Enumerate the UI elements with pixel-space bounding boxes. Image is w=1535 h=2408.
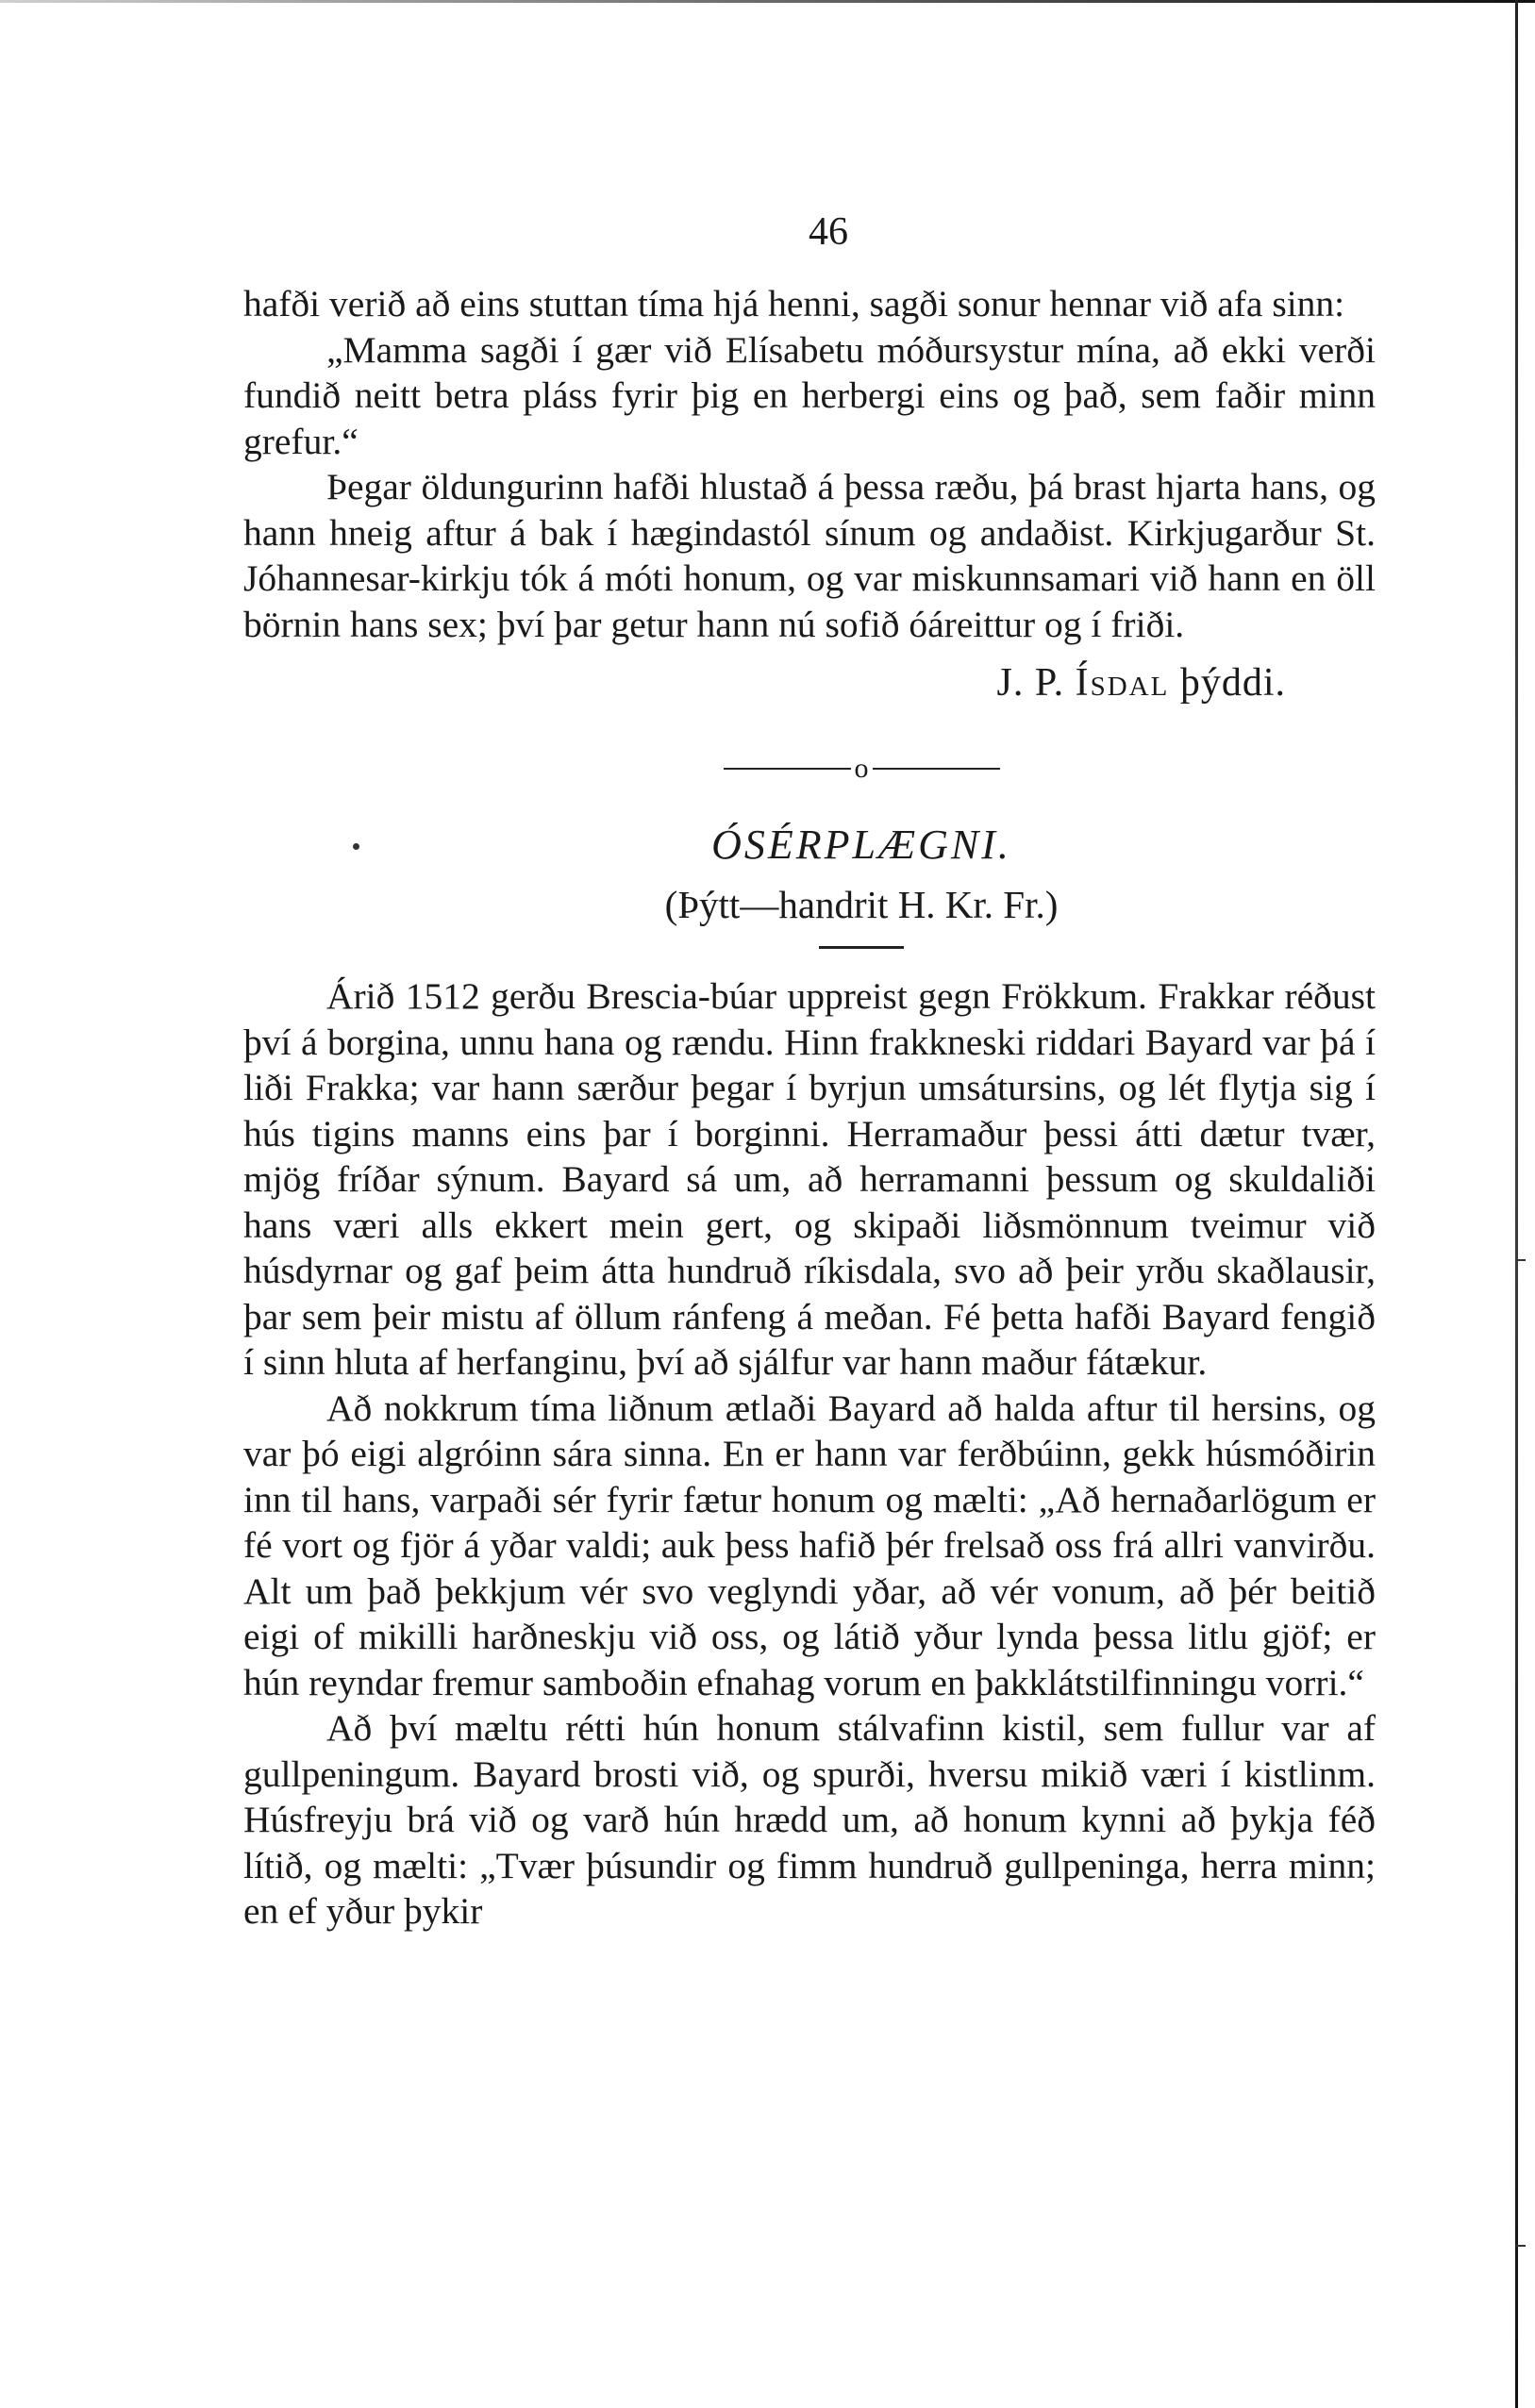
section-separator	[243, 755, 1376, 783]
separator-mark: o	[854, 753, 869, 784]
article-subtitle: (Þýtt—handrit H. Kr. Fr.)	[664, 883, 1059, 926]
signature-surname: Ísdal	[1075, 661, 1170, 705]
article-title: ÓSÉRPLÆGNI.	[711, 822, 1011, 868]
scan-edge-tick	[1516, 1259, 1526, 1261]
book-page	[243, 209, 1376, 1935]
scan-edge-tick	[1516, 2245, 1526, 2247]
page-number: 46	[809, 210, 848, 254]
article-paragraph: Að því mæltu rétti hún honum stálvafinn kistil, sem fullur var af gullpeningum. Bayard brosti við, og spurði, hversu mikið væri í kistlinm. Húsfreyju brá við og varð hún hrædd um, að honum kynni að þykja féð lítið, og mælti: „Tvær þúsundir og fimm hundruð gullpeninga, herra minn; en ef yður þykir	[243, 1707, 1376, 1932]
scan-edge-top	[0, 0, 1535, 3]
quote-paragraph: „Mamma sagði í gær við Elísabetu móðursystur mína, að ekki verði fundið neitt betra pláss fyrir þig en herbergi eins og það, sem faðir minn grefur.“	[243, 328, 1376, 462]
article-paragraph: Að nokkrum tíma liðnum ætlaði Bayard að halda aftur til hersins, og var þó eigi algróinn sára sinna. En er hann var ferðbúinn, gekk húsmóðirin inn til hans, varpaði sér fyrir fætur honum og mælti: „Að hernaðarlögum er fé vort og fjör á yðar valdi; auk þess hafið þér frelsað oss frá allri vanvirðu. Alt um það þekkjum vér svo veglyndi yðar, að vér vonum, að þér beitið eigi of mikilli harðneskju við oss, og látið yður lynda þessa litlu gjöf; er hún reyndar fremur samboðin efnahag vorum en þakklátstilfinningu vorri.“	[243, 1387, 1376, 1703]
scan-edge-right	[1515, 0, 1518, 2408]
title-rule	[819, 946, 904, 949]
article-paragraph: Árið 1512 gerðu Brescia-búar uppreist gegn Frökkum. Frakkar réðust því á borgina, unnu hana og rændu. Hinn frakkneski riddari Bayard var þá í liði Frakka; var hann særður þegar í byrjun umsátursins, og lét flytja sig í hús tigins manns eins þar í borginni. Herramaður þessi átti dætur tvær, mjög fríðar sýnum. Bayard sá um, að herramanni þessum og skuldaliði hans væri alls ekkert mein gert, og skipaði liðsmönnum tveimur við húsdyrnar og gaf þeim átta hundruð ríkisdala, svo að þeir yrðu skaðlausir, þar sem þeir mistu af öllum ránfeng á meðan. Fé þetta hafði Bayard fengið í sinn hluta af herfanginu, því að sjálfur var hann maður fátækur.	[243, 975, 1376, 1383]
separator-line-right	[873, 768, 1000, 770]
signature-initials: J. P.	[996, 661, 1065, 705]
closing-paragraph: Þegar öldungurinn hafði hlustað á þessa ræðu, þá brast hjarta hans, og hann hneig aftur á bak í hægindastól sínum og andaðist. Kirkjugarður St. Jóhannesar-kirkju tók á móti honum, og var miskunnsamari við hann en öll börnin hans sex; því þar getur hann nú sofið óáreittur og í friði.	[243, 466, 1376, 645]
intro-paragraph: hafði verið að eins stuttan tíma hjá henni, sagði sonur hennar við afa sinn:	[243, 283, 1345, 324]
separator-line-left	[724, 768, 851, 770]
translator-signature	[243, 656, 1286, 709]
signature-verb: þýddi.	[1179, 661, 1286, 705]
